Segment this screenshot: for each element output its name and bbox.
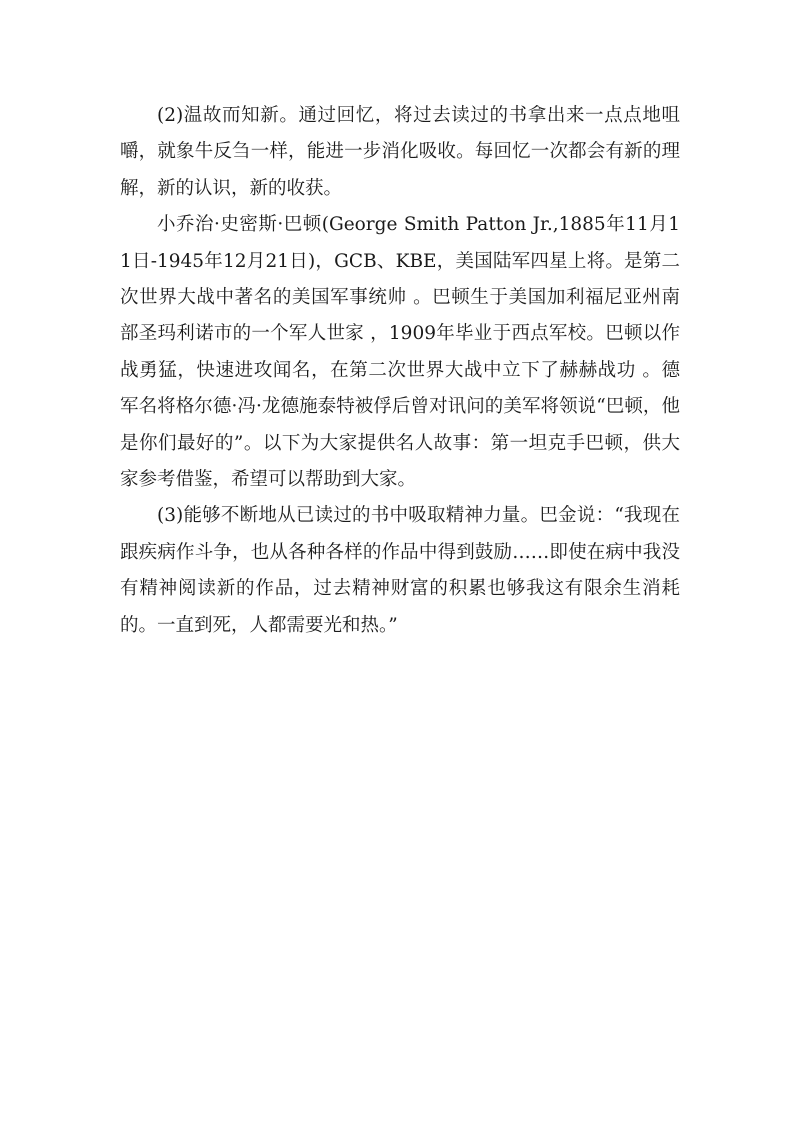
paragraph-spiritual-strength: (3)能够不断地从已读过的书中吸取精神力量。巴金说：“我现在跟疾病作斗争，也从各种各样的作品中得到鼓励……即使在病中我没有精神阅读新的作品，过去精神财富的积累也够我这有限余生消耗的。一直到死，人都需要光和热。” [120, 505, 680, 636]
paragraph-patton-biography: 小乔治·史密斯·巴顿(George Smith Patton Jr.,1885年11月11日-1945年12月21日)，GCB、KBE，美国陆军四星上将。是第二次世界大战中著名的美国军事统帅 。巴顿生于美国加利福尼亚州南部圣玛利诺市的一个军人世家 ，1909年毕业于西点军校。巴顿以作战勇猛，快速进攻闻名，在第二次世界大战中立下了赫赫战功 。德军名将格尔德·冯·龙德施泰特被俘后曾对讯问的美军将领说“巴顿，他是你们最好的”。以下为大家提供名人故事：第一坦克手巴顿，供大家参考借鉴，希望可以帮助到大家。 [120, 214, 680, 491]
document-body [120, 98, 680, 644]
paragraph-review-old-knowledge: (2)温故而知新。通过回忆，将过去读过的书拿出来一点点地咀嚼，就象牛反刍一样，能进一步消化吸收。每回忆一次都会有新的理解，新的认识，新的收获。 [120, 105, 680, 199]
